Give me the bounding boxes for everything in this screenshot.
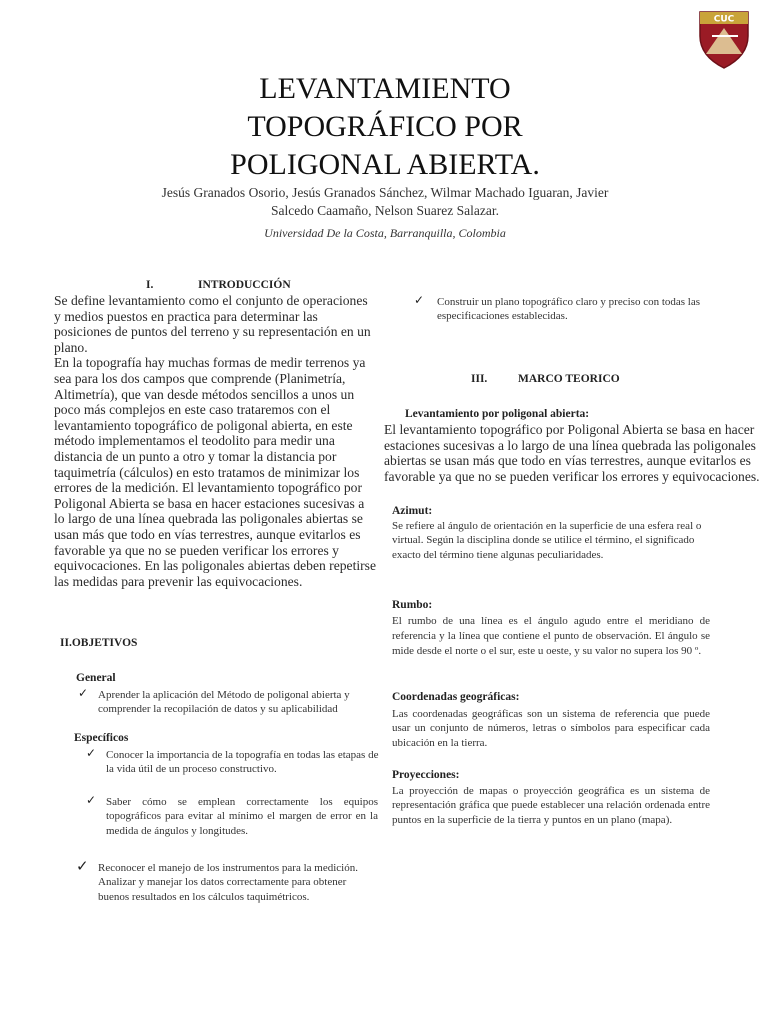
levantamiento-text: El levantamiento topográfico por Poligonal Abierta se basa en hacer estaciones sucesivas a lo largo de una línea quebrada las poligonales abiertas se usan más que todo en vías terrestres, aunque evitarlos es favorable ya que no se pueden verificar los errores y equivocaciones. bbox=[384, 422, 760, 484]
authors-line-2: Salcedo Caamaño, Nelson Suarez Salazar. bbox=[271, 203, 499, 218]
especificos-label: Específicos bbox=[74, 732, 129, 744]
title-line-1: LEVANTAMIENTO bbox=[259, 72, 511, 105]
affiliation: Universidad De la Costa, Barranquilla, Colombia bbox=[264, 226, 506, 240]
general-label: General bbox=[76, 672, 116, 684]
marco-number: III. bbox=[471, 373, 488, 385]
title-line-3: POLIGONAL ABIERTA. bbox=[230, 148, 540, 181]
checkmark-icon: ✓ bbox=[78, 686, 89, 700]
intro-body bbox=[54, 293, 376, 589]
rumbo-text: El rumbo de una línea es el ángulo agudo entre el meridiano de referencia y la línea que contiene el punto de observación. El ángulo se mide desde el norte o el sur, este u oeste, y su valor no supera los 90 º. bbox=[392, 615, 710, 658]
checkmark-icon: ✓ bbox=[76, 859, 89, 875]
checkmark-icon: ✓ bbox=[86, 746, 97, 760]
university-shield-logo bbox=[692, 6, 756, 70]
coordenadas-text: Las coordenadas geográficas son un sistema de referencia que puede usar un conjunto de números, letras o símbolos para especificar cada ubicación en la tierra. bbox=[392, 708, 710, 749]
proyecciones-text: La proyección de mapas o proyección geográfica es un sistema de representación gráfica que puede establecer una relación ordenada entre puntos en la superficie de la tierra y puntos en un plano (mapa). bbox=[392, 785, 710, 826]
intro-paragraph-2: En la topografía hay muchas formas de medir terrenos ya sea para los dos campos que comprende (Planimetría, Altimetría), que van desde métodos sencillos a unos un poco más complejos en este caso trataremos con el levantamiento topográfico de poligonal abierta, en este método implementamos el teodolito para medir una distancia de un punto a otro y tomar la distancia por taquimetría (cálculos) en esto tratamos de minimizar los errores de la medición. El levantamiento topográfico por Poligonal Abierta se basa en hacer estaciones sucesivas a lo largo de una línea quebrada las poligonales abiertas se usan más que todo en vías terrestres, aunque evitarlos es favorable ya que no se pueden verificar los errores y equivocaciones. En las poligonales abiertas deben repetirse las medidas para prevenir las equivocaciones. bbox=[54, 355, 376, 589]
specific-objective-4: Construir un plano topográfico claro y preciso con todas las especificaciones establecidas. bbox=[437, 296, 701, 323]
intro-heading bbox=[146, 279, 291, 291]
azimut-text: Se refiere al ángulo de orientación en la superficie de una esfera real o virtual. Según la disciplina donde se utilice el término, el significado exacto del término tiene algunas peculiaridades. bbox=[392, 520, 702, 561]
rumbo-heading: Rumbo: bbox=[392, 599, 433, 611]
authors-line-1: Jesús Granados Osorio, Jesús Granados Sánchez, Wilmar Machado Iguaran, Javier bbox=[161, 185, 609, 200]
specific-objective-2: Saber cómo se emplean correctamente los equipos topográficos para evitar al mínimo el margen de error en la medida de ángulos y longitudes. bbox=[106, 796, 378, 837]
azimut-heading: Azimut: bbox=[392, 505, 433, 517]
specific-objective-1: Conocer la importancia de la topografía en todas las etapas de la vida útil de un proceso constructivo. bbox=[106, 749, 379, 776]
logo-text: CUC bbox=[713, 14, 735, 25]
intro-number: I. bbox=[146, 279, 154, 291]
objetivos-heading: II.OBJETIVOS bbox=[60, 637, 138, 649]
intro-heading-text: INTRODUCCIÓN bbox=[198, 279, 291, 291]
coordenadas-heading: Coordenadas geográficas: bbox=[392, 691, 520, 703]
marco-heading-text: MARCO TEORICO bbox=[518, 373, 620, 385]
proyecciones-heading: Proyecciones: bbox=[392, 769, 460, 781]
checkmark-icon: ✓ bbox=[86, 793, 97, 807]
levantamiento-heading: Levantamiento por poligonal abierta: bbox=[405, 408, 590, 420]
marco-heading bbox=[471, 373, 620, 385]
specific-objective-3: Reconocer el manejo de los instrumentos para la medición. Analizar y manejar los datos correctamente para obtener buenos resultados en los cálculos taquimétricos. bbox=[98, 862, 358, 903]
checkmark-icon: ✓ bbox=[414, 293, 425, 307]
intro-paragraph-1: Se define levantamiento como el conjunto de operaciones y medios puestos en practica para determinar las posiciones de puntos del terreno y su representación en un plano. bbox=[54, 293, 371, 355]
paper-title bbox=[150, 70, 620, 184]
general-objective: Aprender la aplicación del Método de poligonal abierta y comprender la recopilación de datos y su aplicabilidad bbox=[98, 689, 350, 716]
title-line-2: TOPOGRÁFICO POR bbox=[247, 110, 523, 143]
authors bbox=[150, 184, 620, 220]
